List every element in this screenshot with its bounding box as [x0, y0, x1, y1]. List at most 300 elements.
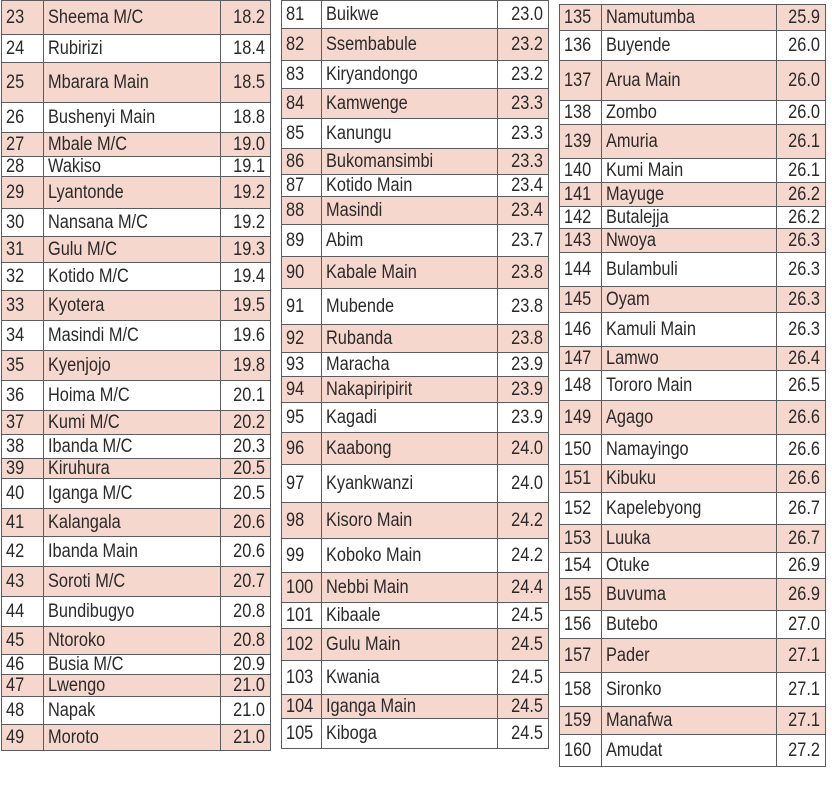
table-row — [2, 237, 271, 263]
rank-cell — [2, 597, 44, 627]
value-cell — [498, 629, 549, 661]
district-name-cell — [44, 237, 221, 263]
rank-number: 96 — [286, 438, 305, 459]
rank-cell — [282, 257, 322, 289]
district-value: 20.5 — [233, 483, 265, 504]
district-name: Nebbi Main — [326, 577, 409, 598]
table-row — [2, 725, 271, 751]
rank-number: 138 — [564, 102, 592, 123]
district-name: Amudat — [606, 740, 663, 761]
district-name-cell — [602, 493, 777, 525]
district-name: Butalejja — [606, 207, 669, 228]
district-name-cell — [602, 735, 777, 767]
value-cell — [221, 567, 271, 597]
rank-number: 27 — [6, 134, 25, 155]
rank-number: 26 — [6, 107, 25, 128]
rank-cell — [2, 237, 44, 263]
district-name: Gulu M/C — [48, 239, 118, 260]
district-value: 19.6 — [233, 325, 265, 346]
rank-cell — [2, 697, 44, 725]
district-value: 26.1 — [788, 160, 820, 181]
rank-number: 144 — [564, 259, 592, 280]
district-name: Kabale Main — [326, 262, 417, 283]
district-value: 26.3 — [788, 230, 820, 251]
rank-cell — [282, 403, 322, 433]
district-name-cell — [44, 177, 221, 209]
district-name: Kisoro Main — [326, 510, 413, 531]
value-cell — [777, 253, 826, 287]
rank-cell — [282, 61, 322, 89]
table-row — [560, 125, 826, 159]
rank-number: 100 — [286, 577, 314, 598]
rank-cell — [282, 149, 322, 175]
district-value: 20.5 — [233, 458, 265, 479]
district-name-cell — [44, 627, 221, 655]
district-name-cell — [44, 411, 221, 435]
value-cell — [777, 5, 826, 31]
district-name-cell — [44, 479, 221, 509]
table-row — [560, 313, 826, 347]
rank-cell — [560, 707, 602, 735]
rank-cell — [2, 263, 44, 291]
district-name: Ibanda Main — [48, 541, 138, 562]
table-row — [282, 661, 549, 695]
district-name: Kagadi — [326, 407, 377, 428]
district-value: 24.4 — [511, 577, 543, 598]
district-table — [281, 0, 549, 749]
district-value: 24.0 — [511, 438, 543, 459]
value-cell — [221, 479, 271, 509]
rank-number: 29 — [6, 182, 25, 203]
district-name: Masindi M/C — [48, 325, 139, 346]
district-name: Mubende — [326, 296, 395, 317]
value-cell — [221, 1, 271, 35]
value-cell — [498, 1, 549, 29]
district-name-cell — [44, 133, 221, 157]
table-row — [560, 579, 826, 611]
district-name: Buyende — [606, 35, 671, 56]
value-cell — [498, 539, 549, 573]
district-name-cell — [322, 257, 498, 289]
value-cell — [221, 263, 271, 291]
rank-cell — [282, 1, 322, 29]
district-name-cell — [602, 371, 777, 401]
rank-number: 155 — [564, 584, 592, 605]
district-name-cell — [44, 1, 221, 35]
district-name-cell — [322, 197, 498, 225]
rank-number: 92 — [286, 328, 305, 349]
table-row — [2, 411, 271, 435]
rank-number: 81 — [286, 4, 305, 25]
rank-cell — [2, 435, 44, 459]
district-value: 26.7 — [788, 528, 820, 549]
district-name: Zombo — [606, 102, 657, 123]
rank-cell — [282, 719, 322, 749]
rank-cell — [2, 209, 44, 237]
rank-number: 24 — [6, 38, 25, 59]
table-row — [282, 289, 549, 325]
value-cell — [221, 411, 271, 435]
district-name-cell — [602, 159, 777, 183]
district-name: Wakiso — [48, 156, 101, 177]
district-name: Kotido M/C — [48, 266, 129, 287]
district-name: Oyam — [606, 289, 650, 310]
rank-number: 94 — [286, 379, 305, 400]
table-row — [560, 31, 826, 61]
district-name-cell — [322, 29, 498, 61]
rank-cell — [2, 655, 44, 675]
value-cell — [221, 435, 271, 459]
value-cell — [777, 493, 826, 525]
district-name: Sironko — [606, 679, 662, 700]
district-name-cell — [602, 31, 777, 61]
district-name-cell — [602, 101, 777, 125]
district-name: Kwania — [326, 667, 380, 688]
table-row — [282, 1, 549, 29]
rank-number: 32 — [6, 266, 25, 287]
rank-cell — [282, 289, 322, 325]
district-value: 19.2 — [233, 182, 265, 203]
table-middle — [281, 0, 548, 749]
value-cell — [498, 503, 549, 539]
rank-cell — [560, 31, 602, 61]
rank-number: 86 — [286, 151, 305, 172]
value-cell — [221, 725, 271, 751]
value-cell — [777, 579, 826, 611]
district-name: Kanungu — [326, 123, 392, 144]
rank-number: 152 — [564, 498, 592, 519]
value-cell — [498, 289, 549, 325]
table-row — [2, 627, 271, 655]
district-value: 20.7 — [233, 571, 265, 592]
rank-number: 41 — [6, 512, 25, 533]
rank-number: 82 — [286, 34, 305, 55]
rank-cell — [282, 119, 322, 149]
value-cell — [221, 597, 271, 627]
table-row — [560, 639, 826, 673]
rank-number: 33 — [6, 295, 25, 316]
rank-cell — [560, 673, 602, 707]
rank-number: 143 — [564, 230, 592, 251]
value-cell — [498, 377, 549, 403]
table-row — [560, 229, 826, 253]
rank-cell — [560, 287, 602, 313]
district-name: Mbale M/C — [48, 134, 127, 155]
value-cell — [221, 103, 271, 133]
value-cell — [777, 183, 826, 207]
district-value: 26.5 — [788, 375, 820, 396]
district-value: 21.0 — [233, 727, 265, 748]
value-cell — [498, 573, 549, 603]
table-row — [560, 183, 826, 207]
district-name: Buikwe — [326, 4, 379, 25]
district-name-cell — [602, 5, 777, 31]
rank-number: 101 — [286, 605, 314, 626]
value-cell — [777, 525, 826, 553]
district-name: Kumi M/C — [48, 412, 120, 433]
rank-cell — [2, 321, 44, 351]
value-cell — [777, 553, 826, 579]
district-value: 23.2 — [511, 34, 543, 55]
table-row — [2, 177, 271, 209]
table-row — [282, 573, 549, 603]
district-name-cell — [602, 611, 777, 639]
rank-number: 40 — [6, 483, 25, 504]
district-name-cell — [44, 725, 221, 751]
value-cell — [777, 159, 826, 183]
district-value: 19.1 — [233, 156, 265, 177]
table-row — [2, 351, 271, 381]
rank-cell — [560, 229, 602, 253]
district-value: 27.1 — [788, 710, 820, 731]
table-row — [560, 735, 826, 767]
district-value: 19.0 — [233, 134, 265, 155]
value-cell — [777, 207, 826, 229]
rank-cell — [560, 207, 602, 229]
value-cell — [498, 325, 549, 353]
rank-number: 87 — [286, 175, 305, 196]
value-cell — [498, 695, 549, 719]
district-name: Namayingo — [606, 439, 689, 460]
district-name: Butebo — [606, 614, 658, 635]
rank-number: 38 — [6, 436, 25, 457]
rank-number: 139 — [564, 131, 592, 152]
district-value: 20.6 — [233, 512, 265, 533]
district-value: 18.4 — [233, 38, 265, 59]
value-cell — [777, 707, 826, 735]
district-value: 19.8 — [233, 355, 265, 376]
value-cell — [221, 209, 271, 237]
rank-number: 148 — [564, 375, 592, 396]
value-cell — [498, 719, 549, 749]
district-name-cell — [602, 707, 777, 735]
rank-cell — [282, 539, 322, 573]
rank-number: 44 — [6, 601, 25, 622]
rank-cell — [282, 573, 322, 603]
rank-cell — [2, 63, 44, 103]
rank-cell — [2, 291, 44, 321]
table-row — [282, 225, 549, 257]
table-row — [2, 459, 271, 479]
district-name: Kapelebyong — [606, 498, 702, 519]
district-value: 23.8 — [511, 328, 543, 349]
district-value: 26.9 — [788, 555, 820, 576]
district-value: 23.9 — [511, 379, 543, 400]
value-cell — [777, 101, 826, 125]
district-value: 27.0 — [788, 614, 820, 635]
table-row — [282, 695, 549, 719]
district-name: Soroti M/C — [48, 571, 126, 592]
district-name: Ssembabule — [326, 34, 417, 55]
district-value: 27.1 — [788, 645, 820, 666]
value-cell — [777, 313, 826, 347]
rank-cell — [560, 401, 602, 435]
rank-cell — [2, 133, 44, 157]
district-value: 18.2 — [233, 7, 265, 28]
district-name-cell — [322, 573, 498, 603]
district-name-cell — [322, 603, 498, 629]
district-name-cell — [322, 325, 498, 353]
district-name: Lwengo — [48, 675, 106, 696]
rank-cell — [2, 351, 44, 381]
district-name-cell — [322, 719, 498, 749]
table-row — [2, 133, 271, 157]
rank-number: 104 — [286, 696, 314, 717]
district-value: 24.5 — [511, 667, 543, 688]
rank-number: 28 — [6, 156, 25, 177]
table-row — [560, 525, 826, 553]
rank-cell — [560, 5, 602, 31]
district-name-cell — [602, 183, 777, 207]
table-row — [282, 465, 549, 503]
district-name: Masindi — [326, 200, 383, 221]
value-cell — [221, 177, 271, 209]
rank-cell — [560, 525, 602, 553]
district-name-cell — [322, 661, 498, 695]
value-cell — [777, 229, 826, 253]
district-name: Kyankwanzi — [326, 473, 414, 494]
value-cell — [498, 353, 549, 377]
district-value: 23.9 — [511, 407, 543, 428]
district-value: 26.0 — [788, 35, 820, 56]
rank-number: 147 — [564, 348, 592, 369]
rank-cell — [2, 459, 44, 479]
district-name-cell — [44, 509, 221, 537]
table-row — [282, 353, 549, 377]
rank-number: 135 — [564, 7, 592, 28]
rank-cell — [560, 735, 602, 767]
table-row — [560, 347, 826, 371]
rank-number: 95 — [286, 407, 305, 428]
table-row — [2, 209, 271, 237]
rank-number: 157 — [564, 645, 592, 666]
district-value: 26.2 — [788, 207, 820, 228]
rank-number: 153 — [564, 528, 592, 549]
district-name-cell — [322, 149, 498, 175]
rank-number: 159 — [564, 710, 592, 731]
rank-cell — [560, 101, 602, 125]
district-value: 21.0 — [233, 700, 265, 721]
rank-number: 137 — [564, 70, 592, 91]
rank-cell — [560, 611, 602, 639]
value-cell — [221, 675, 271, 697]
district-name-cell — [602, 401, 777, 435]
rank-number: 85 — [286, 123, 305, 144]
district-name-cell — [322, 629, 498, 661]
district-name-cell — [44, 157, 221, 177]
rank-cell — [282, 197, 322, 225]
district-value: 25.9 — [788, 7, 820, 28]
rank-cell — [2, 411, 44, 435]
district-name-cell — [322, 377, 498, 403]
rank-number: 99 — [286, 545, 305, 566]
district-name-cell — [322, 433, 498, 465]
rank-cell — [560, 553, 602, 579]
district-name: Ntoroko — [48, 630, 106, 651]
table-row — [282, 377, 549, 403]
district-value: 27.2 — [788, 740, 820, 761]
district-name: Lamwo — [606, 348, 659, 369]
district-name-cell — [44, 321, 221, 351]
district-name-cell — [44, 63, 221, 103]
value-cell — [221, 321, 271, 351]
table-row — [282, 197, 549, 225]
rank-number: 98 — [286, 510, 305, 531]
district-name: Busia M/C — [48, 654, 124, 675]
value-cell — [777, 401, 826, 435]
value-cell — [221, 655, 271, 675]
rank-cell — [2, 157, 44, 177]
district-value: 26.3 — [788, 289, 820, 310]
rank-cell — [2, 177, 44, 209]
table-row — [2, 35, 271, 63]
value-cell — [777, 639, 826, 673]
district-name: Gulu Main — [326, 634, 401, 655]
district-value: 18.8 — [233, 107, 265, 128]
district-name-cell — [44, 567, 221, 597]
district-name-cell — [322, 503, 498, 539]
district-name-cell — [44, 537, 221, 567]
table-row — [560, 371, 826, 401]
rank-number: 31 — [6, 239, 25, 260]
district-value: 23.4 — [511, 200, 543, 221]
rank-cell — [560, 61, 602, 101]
district-name-cell — [602, 465, 777, 493]
table-row — [2, 157, 271, 177]
rank-cell — [282, 465, 322, 503]
rank-number: 156 — [564, 614, 592, 635]
rank-cell — [282, 503, 322, 539]
district-value: 19.2 — [233, 212, 265, 233]
district-name: Kibaale — [326, 605, 381, 626]
value-cell — [498, 197, 549, 225]
district-value: 24.5 — [511, 723, 543, 744]
district-name-cell — [44, 435, 221, 459]
district-name-cell — [44, 35, 221, 63]
rank-cell — [560, 159, 602, 183]
table-row — [2, 697, 271, 725]
rank-cell — [2, 675, 44, 697]
value-cell — [221, 459, 271, 479]
rank-number: 30 — [6, 212, 25, 233]
district-name: Kyenjojo — [48, 355, 111, 376]
table-row — [560, 207, 826, 229]
district-name-cell — [322, 119, 498, 149]
district-name-cell — [44, 103, 221, 133]
rank-number: 83 — [286, 64, 305, 85]
rank-number: 45 — [6, 630, 25, 651]
rank-cell — [2, 509, 44, 537]
rank-cell — [560, 313, 602, 347]
district-name: Lyantonde — [48, 182, 124, 203]
rank-number: 102 — [286, 634, 314, 655]
district-name: Koboko Main — [326, 545, 422, 566]
district-value: 23.3 — [511, 93, 543, 114]
table-row — [282, 503, 549, 539]
value-cell — [221, 697, 271, 725]
district-name-cell — [602, 639, 777, 673]
district-name-cell — [44, 351, 221, 381]
rank-cell — [560, 371, 602, 401]
district-name-cell — [44, 381, 221, 411]
district-name: Manafwa — [606, 710, 673, 731]
rank-cell — [282, 89, 322, 119]
value-cell — [221, 157, 271, 177]
value-cell — [221, 537, 271, 567]
district-value: 20.2 — [233, 412, 265, 433]
district-name: Rubanda — [326, 328, 393, 349]
rank-number: 88 — [286, 200, 305, 221]
